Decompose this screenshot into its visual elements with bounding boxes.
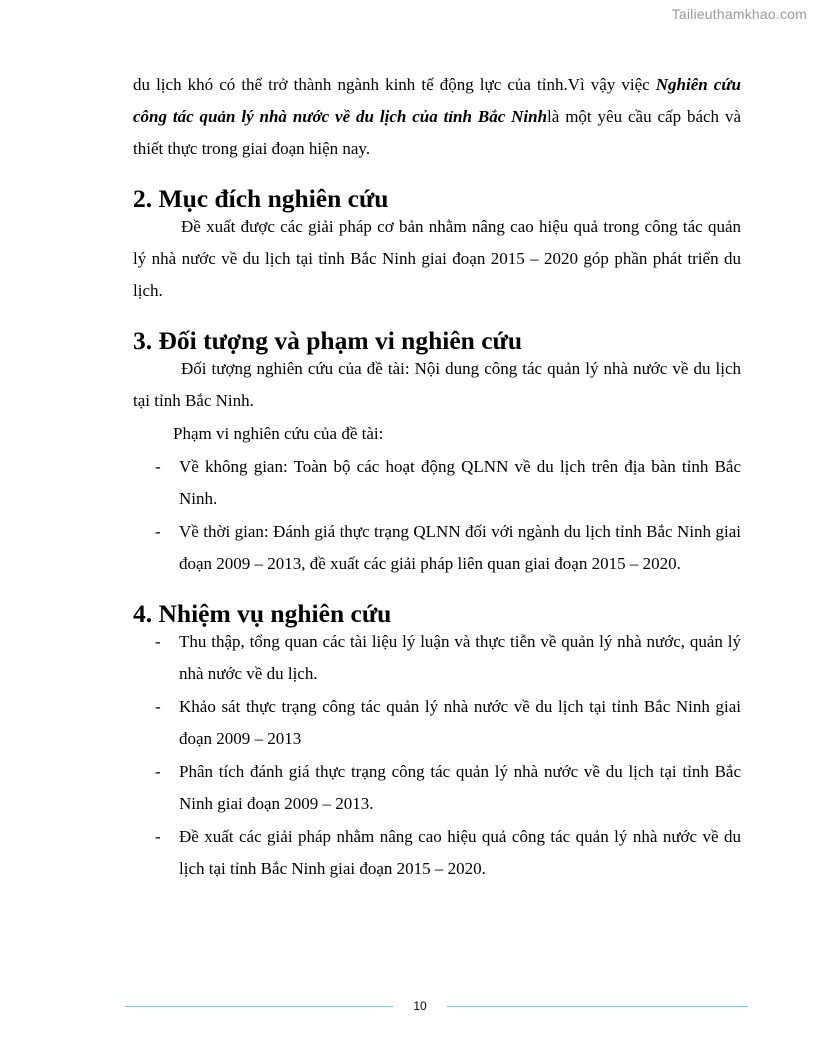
footer-divider-right xyxy=(447,1006,748,1007)
intro-text-after: là một yêu cầu cấp bách và thiết thực trong giai đoạn hiện nay. xyxy=(133,107,741,158)
scope-label: Phạm vi nghiên cứu của đề tài: xyxy=(173,424,384,443)
section-3-paragraph: Đối tượng nghiên cứu của đề tài: Nội dung công tác quản lý nhà nước về du lịch tại tỉnh Bắc Ninh. xyxy=(133,359,741,410)
list-item: - Khảo sát thực trạng công tác quản lý nhà nước về du lịch tại tỉnh Bắc Ninh giai đoạn 2009 – 2013 xyxy=(133,691,741,755)
list-item: - Phân tích đánh giá thực trạng công tác quản lý nhà nước về du lịch tại tỉnh Bắc Ninh giai đoạn 2009 – 2013. xyxy=(133,756,741,820)
footer-divider-left xyxy=(125,1006,393,1007)
page-number: 10 xyxy=(413,999,427,1013)
intro-emphasis: Nghiên cứu công tác quản lý nhà nước về du lịch của tỉnh Bắc Ninh xyxy=(133,75,741,126)
list-item: - Về thời gian: Đánh giá thực trạng QLNN đối với ngành du lịch tỉnh Bắc Ninh giai đoạn 2009 – 2013, đề xuất các giải pháp liên quan giai đoạn 2015 – 2020. xyxy=(133,516,741,580)
list-item: - Về không gian: Toàn bộ các hoạt động QLNN về du lịch trên địa bàn tỉnh Bắc Ninh. xyxy=(133,451,741,515)
tasks-list xyxy=(133,626,741,885)
section-3-heading: 3. Đối tượng và phạm vi nghiên cứu xyxy=(133,326,523,355)
watermark: Tailieuthamkhao.com xyxy=(671,6,807,22)
section-2-heading: 2. Mục đích nghiên cứu xyxy=(133,184,389,213)
intro-paragraph xyxy=(133,69,741,165)
list-item: - Thu thập, tổng quan các tài liệu lý luận và thực tiễn về quản lý nhà nước, quản lý nhà nước về du lịch. xyxy=(133,626,741,690)
intro-text-before: du lịch khó có thể trở thành ngành kinh tế động lực của tỉnh.Vì vậy việc xyxy=(133,75,656,94)
document-body xyxy=(133,69,741,885)
scope-list xyxy=(133,451,741,580)
list-item: - Đề xuất các giải pháp nhằm nâng cao hiệu quả công tác quản lý nhà nước về du lịch tại tỉnh Bắc Ninh giai đoạn 2015 – 2020. xyxy=(133,821,741,885)
section-4-heading: 4. Nhiệm vụ nghiên cứu xyxy=(133,599,392,628)
section-2-paragraph: Đề xuất được các giải pháp cơ bản nhằm nâng cao hiệu quả trong công tác quản lý nhà nước về du lịch tại tỉnh Bắc Ninh giai đoạn 2015 – 2020 góp phần phát triển du lịch. xyxy=(133,217,741,300)
